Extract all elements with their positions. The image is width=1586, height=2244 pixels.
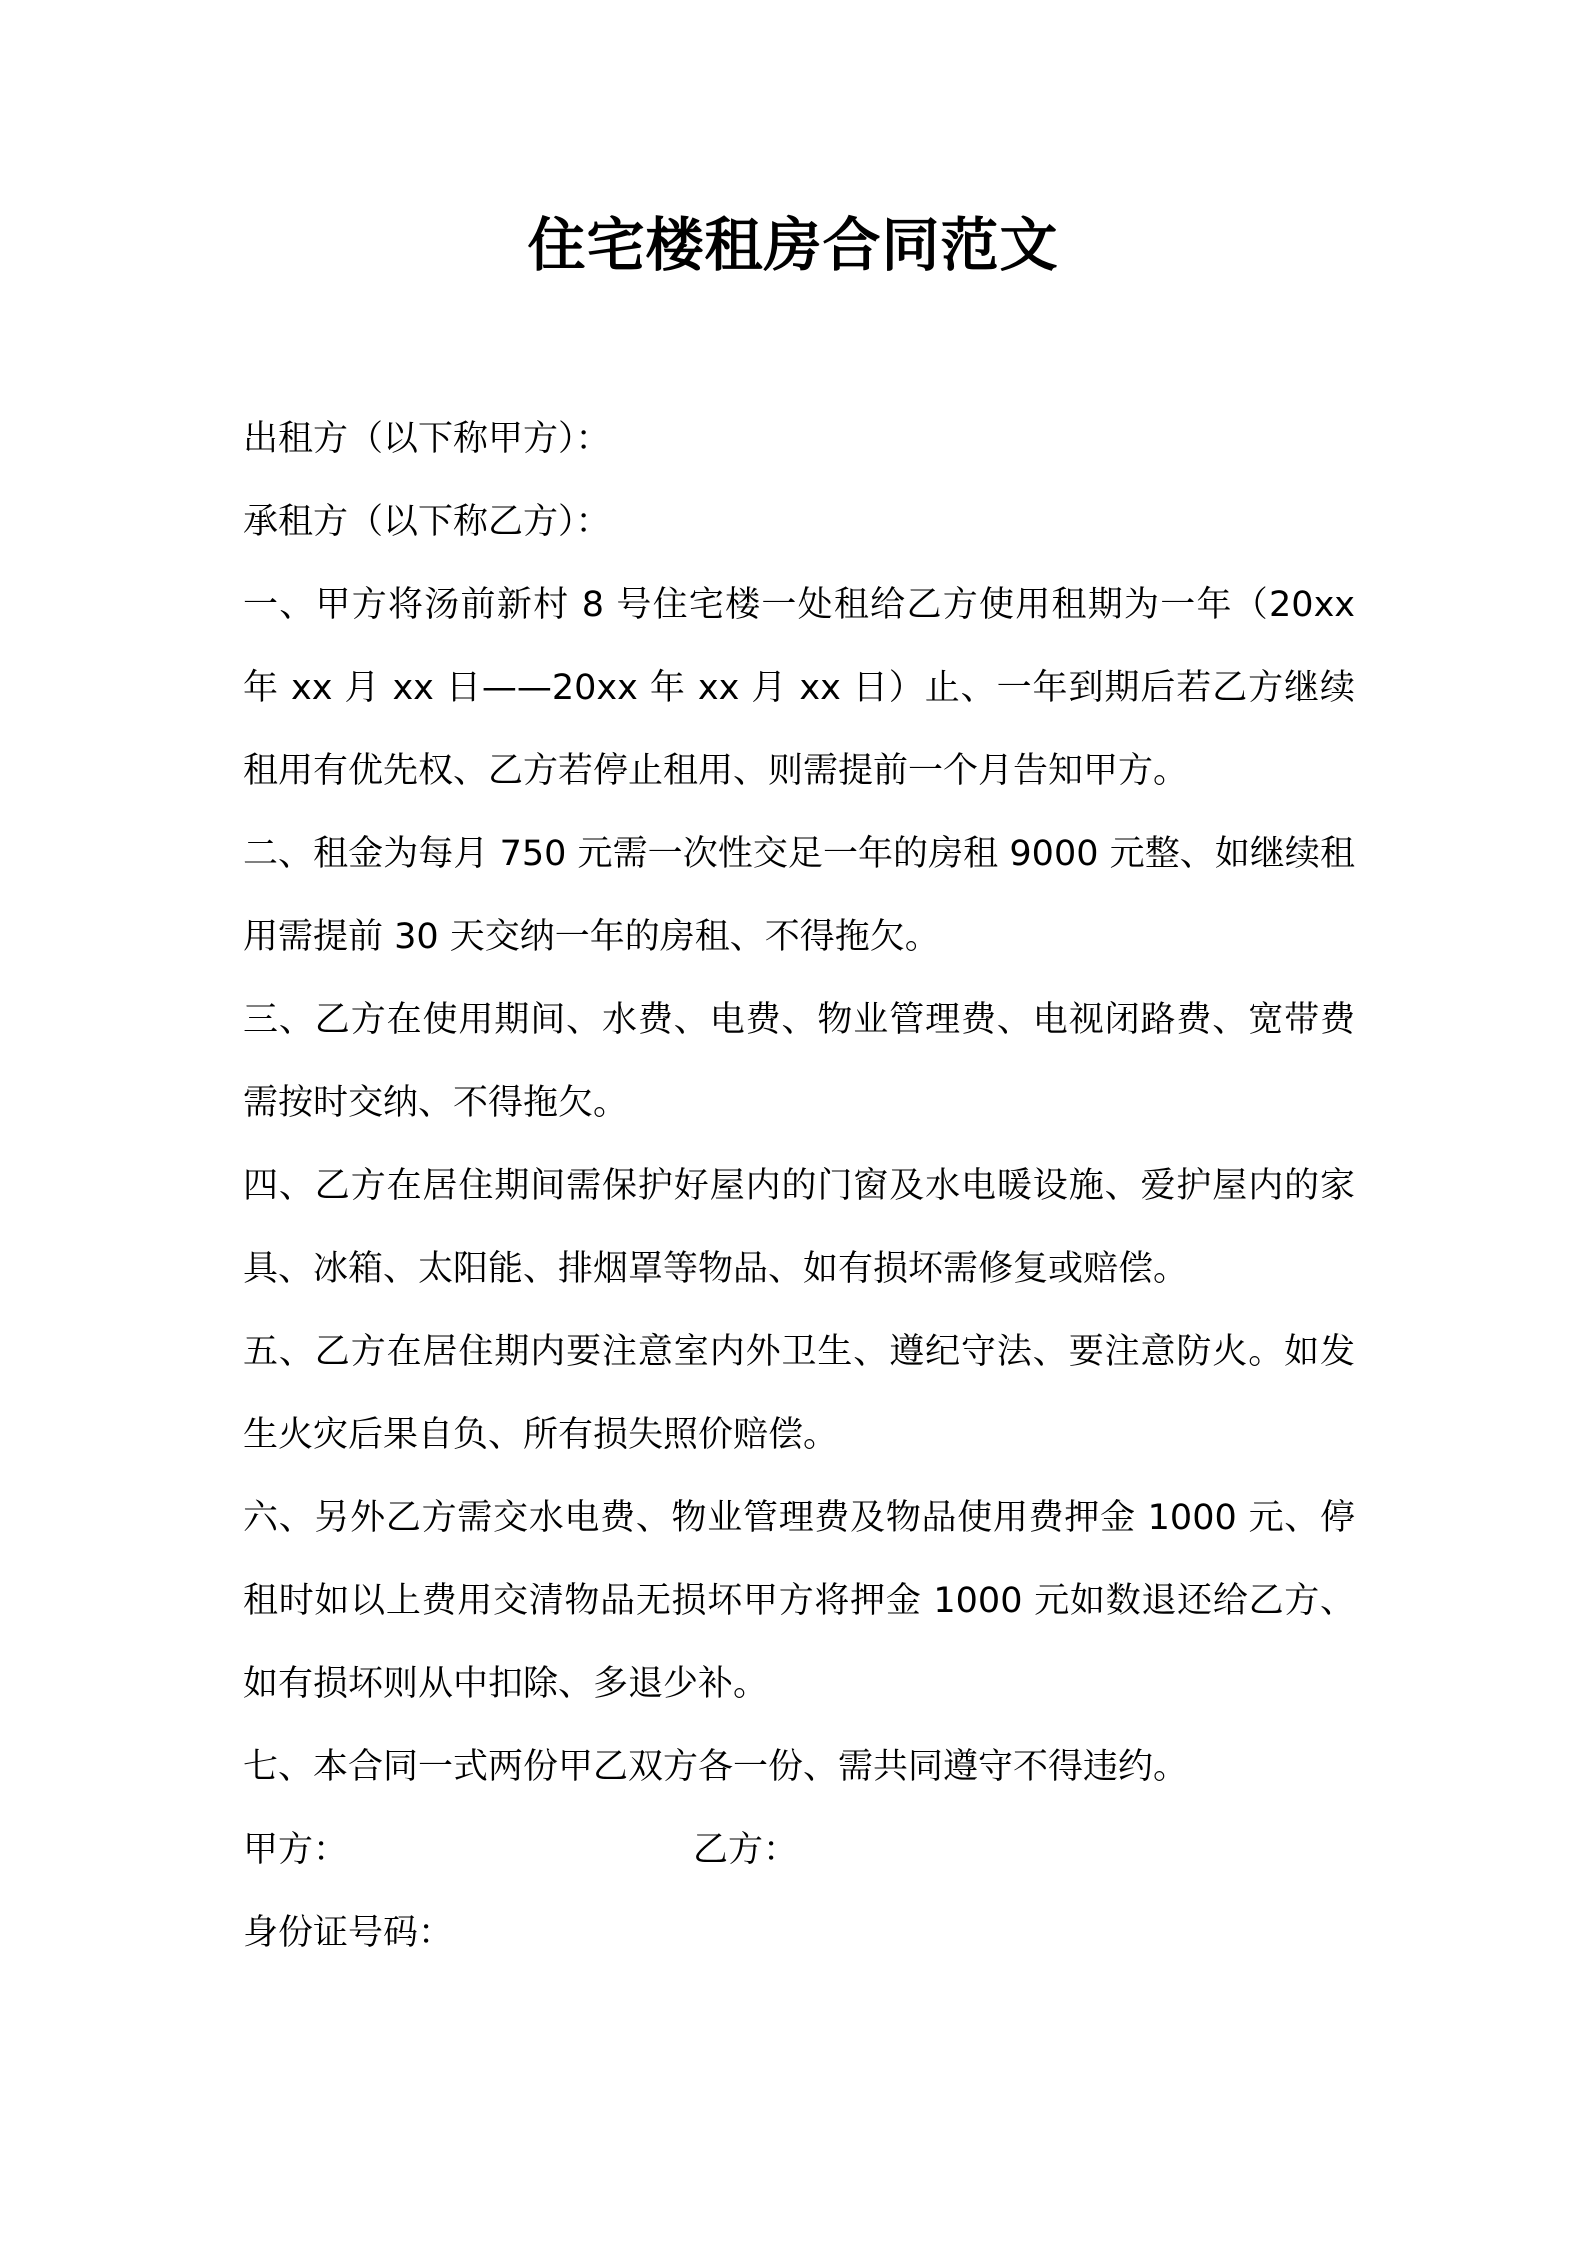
signature-row bbox=[243, 1809, 1355, 1892]
clause-6: 六、另外乙方需交水电费、物业管理费及物品使用费押金 1000 元、停租时如以上费用交清物品无损坏甲方将押金 1000 元如数退还给乙方、如有损坏则从中扣除、多退少补。 bbox=[243, 1498, 1355, 1704]
clause-3: 三、乙方在使用期间、水费、电费、物业管理费、电视闭路费、宽带费需按时交纳、不得拖欠。 bbox=[243, 1000, 1355, 1123]
id-number-label: 身份证号码： bbox=[243, 1913, 454, 1953]
party-a-signature-label: 甲方： bbox=[243, 1830, 349, 1870]
lessee-line: 承租方（以下称乙方）： bbox=[243, 502, 611, 542]
contract-body bbox=[243, 398, 1355, 1975]
document-title: 住宅楼租房合同范文 bbox=[527, 211, 1059, 279]
clause-7: 七、本合同一式两份甲乙双方各一份、需共同遵守不得违约。 bbox=[243, 1747, 1189, 1787]
clause-4: 四、乙方在居住期间需保护好屋内的门窗及水电暖设施、爱护屋内的家具、冰箱、太阳能、排烟罩等物品、如有损坏需修复或赔偿。 bbox=[243, 1166, 1355, 1289]
clause-5: 五、乙方在居住期内要注意室内外卫生、遵纪守法、要注意防火。如发生火灾后果自负、所有损失照价赔偿。 bbox=[243, 1332, 1355, 1455]
clause-2: 二、租金为每月 750 元需一次性交足一年的房租 9000 元整、如继续租用需提前 30 天交纳一年的房租、不得拖欠。 bbox=[243, 834, 1355, 957]
clause-1: 一、甲方将汤前新村 8 号住宅楼一处租给乙方使用租期为一年（20xx 年 xx 月 xx 日——20xx 年 xx 月 xx 日）止、一年到期后若乙方继续租用有优先权、乙方若停止租用、则需提前一个月告知甲方。 bbox=[243, 585, 1355, 791]
lessor-line: 出租方（以下称甲方）： bbox=[243, 419, 611, 459]
party-b-signature-label: 乙方： bbox=[693, 1830, 799, 1870]
